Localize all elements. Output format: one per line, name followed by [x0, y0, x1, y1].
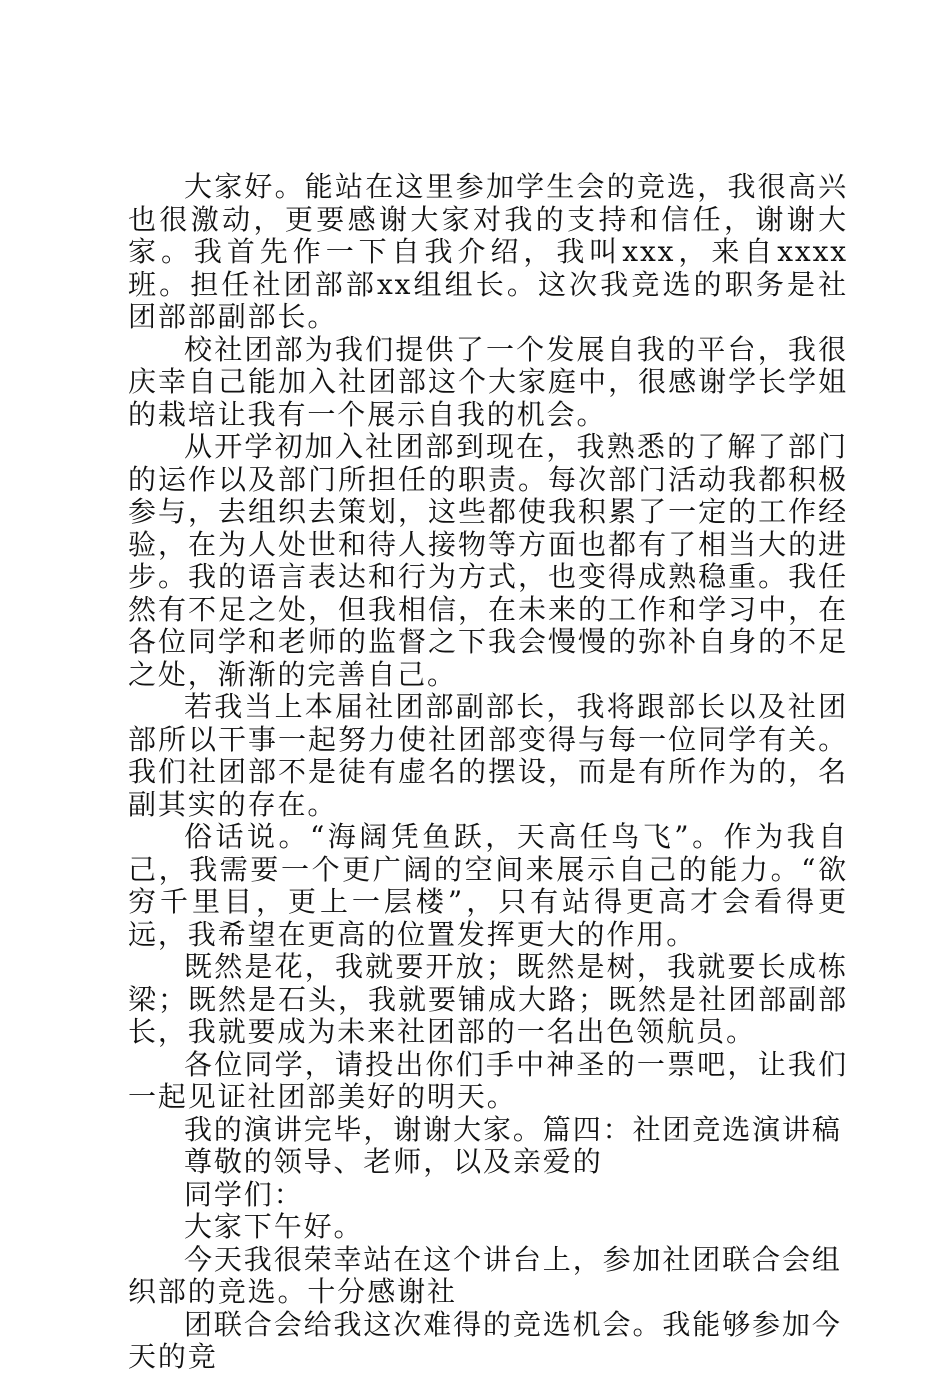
paragraph-2: 校社团部为我们提供了一个发展自我的平台，我很庆幸自己能加入社团部这个大家庭中，很感谢学长学姐的栽培让我有一个展示自我的机会。	[128, 332, 848, 431]
paragraph-12: 今天我很荣幸站在这个讲台上，参加社团联合会组织部的竞选。十分感谢社	[128, 1242, 842, 1308]
paragraph-5: 俗话说。“海阔凭鱼跃，天高任鸟飞”。作为我自己，我需要一个更广阔的空间来展示自己的能力。“欲穷千里目，更上一层楼”，只有站得更高才会看得更远，我希望在更高的位置发挥更大的作用。	[128, 820, 848, 951]
paragraph-4: 若我当上本届社团部副部长，我将跟部长以及社团部所以干事一起努力使社团部变得与每一位同学有关。我们社团部不是徒有虚名的摆设，而是有所作为的，名副其实的存在。	[128, 690, 848, 821]
paragraph-3: 从开学初加入社团部到现在，我熟悉的了解了部门的运作以及部门所担任的职责。每次部门活动我都积极参与，去组织去策划，这些都使我积累了一定的工作经验，在为人处世和待人接物等方面也都有了相当大的进步。我的语言表达和行为方式，也变得成熟稳重。我任然有不足之处，但我相信，在未来的工作和学习中，在各位同学和老师的监督之下我会慢慢的弥补自身的不足之处，渐渐的完善自己。	[128, 430, 848, 691]
paragraph-10: 同学们：	[184, 1177, 304, 1211]
paragraph-13: 团联合会给我这次难得的竞选机会。我能够参加今天的竞	[128, 1307, 842, 1373]
paragraph-7: 各位同学，请投出你们手中神圣的一票吧，让我们一起见证社团部美好的明天。	[128, 1047, 848, 1113]
paragraph-9: 尊敬的领导、老师，以及亲爱的	[184, 1145, 603, 1178]
paragraph-8: 我的演讲完毕，谢谢大家。篇四：社团竞选演讲稿	[184, 1112, 842, 1146]
paragraph-11: 大家下午好。	[184, 1210, 364, 1243]
paragraph-1: 大家好。能站在这里参加学生会的竞选，我很高兴也很激动，更要感谢大家对我的支持和信任，谢谢大家。我首先作一下自我介绍，我叫xxx，来自xxxx班。担任社团部部xx组组长。这次我竞选的职务是社团部部副部长。	[128, 170, 848, 333]
document-body	[128, 171, 848, 1374]
paragraph-6: 既然是花，我就要开放；既然是树，我就要长成栋梁；既然是石头，我就要铺成大路；既然是社团部副部长，我就要成为未来社团部的一名出色领航员。	[128, 950, 848, 1048]
